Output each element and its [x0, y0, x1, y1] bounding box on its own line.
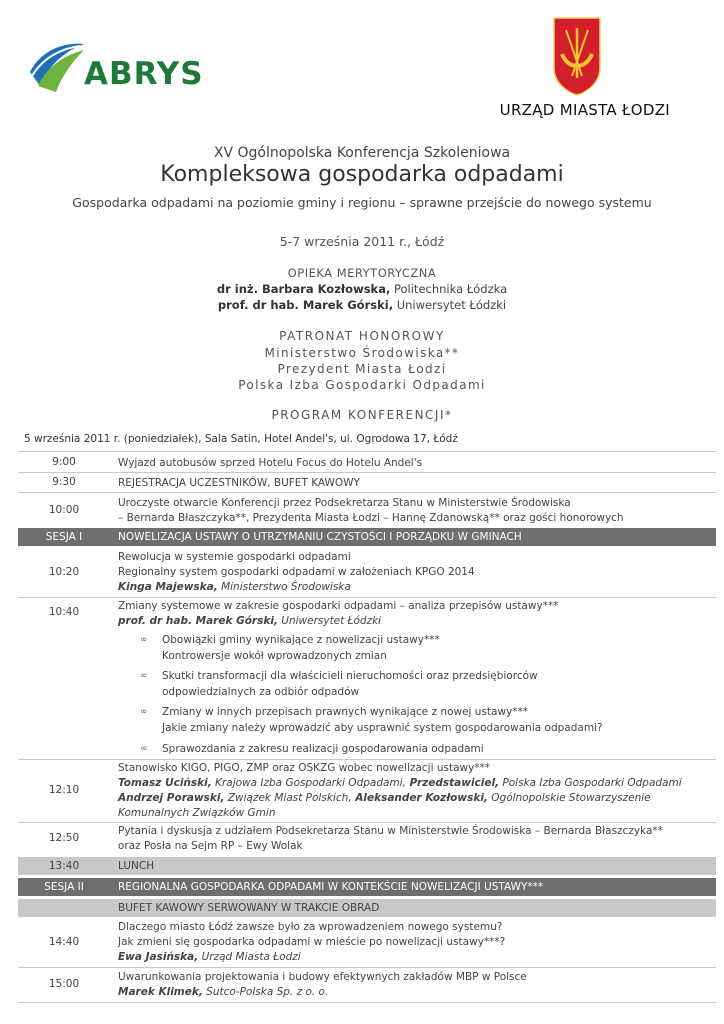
time: 15:00: [48, 978, 80, 990]
divider: [18, 822, 716, 823]
conference-title: Kompleksowa gospodarka odpadami: [160, 162, 564, 187]
infinity-bullet-icon: ∞: [140, 671, 148, 681]
session-bar: [18, 528, 716, 546]
item-text: Wyjazd autobusów sprzed Hotelu Focus do Hotelu Andel's: [118, 457, 423, 469]
conference-date: 5-7 września 2011 r., Łódź: [279, 234, 445, 249]
item-text: [118, 824, 708, 854]
bullet-line: odpowiedzialnych za odbiór odpadów: [162, 686, 360, 698]
bullet-line: Kontrowersje wokół wprowadzonych zmian: [162, 650, 387, 662]
abrys-wordmark: ABRYS: [84, 56, 204, 92]
bullet-line: Jakie zmiany należy wprowadzić aby usprawnić system gospodarowania odpadami?: [162, 722, 603, 734]
item-line: oraz Posła na Sejm RP – Ewy Wolak: [118, 840, 303, 852]
time: 9:30: [52, 476, 76, 488]
program-heading: PROGRAM KONFERENCJI*: [271, 408, 453, 422]
divider: [18, 759, 716, 760]
divider: [18, 967, 716, 968]
time: 10:00: [48, 504, 80, 516]
patronat-item: Ministerstwo Środowiska**: [264, 346, 460, 360]
lunch-bar: [18, 857, 716, 875]
speakers-line: Andrzej Porawski, Związek Miast Polskich, Aleksander Kozłowski, Ogólnopolskie Stowarzyszenie: [118, 792, 651, 804]
time: 12:50: [48, 832, 80, 844]
time: 9:00: [52, 456, 76, 468]
time: 10:20: [48, 566, 80, 578]
infinity-bullet-icon: ∞: [140, 635, 148, 645]
session-bar: [18, 878, 716, 896]
bullet-line: Obowiązki gminy wynikające z nowelizacji ustawy***: [162, 634, 440, 646]
session-label: SESJA I: [45, 531, 83, 543]
time: 13:40: [48, 860, 80, 872]
item-text: [118, 599, 708, 629]
item-line: Uroczyste otwarcie Konferencji przez Podsekretarza Stanu w Ministerstwie Środowiska: [118, 497, 571, 509]
item-line: – Bernarda Błaszczyka**, Prezydenta Miasta Łodzi – Hannę Zdanowską** oraz gości honorowych: [118, 512, 624, 524]
item-line: Dlaczego miasto Łódź zawsze było za wprowadzeniem nowego systemu?: [118, 921, 503, 933]
item-line: Rewolucja w systemie gospodarki odpadami: [118, 551, 351, 563]
item-text: [118, 496, 708, 526]
item-line: Pytania i dyskusja z udziałem Podsekretarza Stanu w Ministerstwie Środowiska – Bernarda Błaszczyka**: [118, 825, 663, 837]
abrys-logo: [24, 38, 224, 98]
patronat-heading: PATRONAT HONOROWY: [279, 329, 445, 343]
opieka-heading: OPIEKA MERYTORYCZNA: [287, 266, 437, 280]
divider: [18, 1002, 716, 1003]
patronat-item: Polska Izba Gospodarki Odpadami: [238, 378, 486, 392]
bullet-line: Zmiany w innych przepisach prawnych wynikające z nowej ustawy***: [162, 706, 529, 718]
item-text: [118, 761, 708, 821]
lunch-label: LUNCH: [118, 860, 155, 872]
day-info: 5 września 2011 r. (poniedziałek), Sala Satin, Hotel Andel's, ul. Ogrodowa 17, Łódź: [24, 433, 458, 445]
speakers-line: Tomasz Uciński, Krajowa Izba Gospodarki Odpadami, Przedstawiciel, Polska Izba Gospodarki Odpadami: [118, 777, 682, 789]
speaker: Kinga Majewska, Ministerstwo Środowiska: [118, 581, 351, 593]
item-line: Jak zmieni się gospodarka odpadami w mieście po nowelizacji ustawy***?: [118, 936, 506, 948]
speakers-line: Komunalnych Związków Gmin: [118, 807, 276, 819]
divider: [18, 597, 716, 598]
infinity-bullet-icon: ∞: [140, 707, 148, 717]
time: 14:40: [48, 936, 80, 948]
abrys-swoosh-icon: [28, 42, 84, 94]
time: 12:10: [48, 784, 80, 796]
lodz-coat-of-arms-icon: [552, 16, 602, 96]
city-hall-name: URZĄD MIASTA ŁODZI: [499, 101, 670, 119]
opieka-person-1: dr inż. Barbara Kozłowska, Politechnika Łódzka: [216, 282, 508, 296]
item-text: REJESTRACJA UCZESTNIKÓW, BUFET KAWOWY: [118, 477, 360, 489]
patronat-item: Prezydent Miasta Łodzi: [277, 362, 447, 376]
session-title: NOWELIZACJA USTAWY O UTRZYMANIU CZYSTOŚCI I PORZĄDKU W GMINACH: [118, 531, 522, 543]
divider: [18, 451, 716, 452]
opieka-person-2: prof. dr hab. Marek Górski, Uniwersytet Łódzki: [217, 298, 507, 312]
coffee-label: BUFET KAWOWY SERWOWANY W TRAKCIE OBRAD: [118, 902, 380, 914]
speaker: Marek Klimek, Sutco-Polska Sp. z o. o.: [118, 986, 329, 998]
speaker: prof. dr hab. Marek Górski, Uniwersytet Łódzki: [118, 615, 382, 627]
divider: [18, 492, 716, 493]
session-label: SESJA II: [44, 881, 84, 893]
bullet-line: Skutki transformacji dla właścicieli nieruchomości oraz przedsiębiorców: [162, 670, 538, 682]
conference-tagline: Gospodarka odpadami na poziomie gminy i regionu – sprawne przejście do nowego systemu: [72, 195, 652, 210]
conference-subtitle: XV Ogólnopolska Konferencja Szkoleniowa: [213, 145, 511, 161]
item-line: Uwarunkowania projektowania i budowy efektywnych zakładów MBP w Polsce: [118, 971, 527, 983]
infinity-bullet-icon: ∞: [140, 744, 148, 754]
bullet-line: Sprawozdania z zakresu realizacji gospodarowania odpadami: [162, 743, 484, 755]
item-text: [118, 970, 708, 1000]
item-line: Stanowisko KIGO, PIGO, ZMP oraz OSKZG wobec nowelizacji ustawy***: [118, 762, 491, 774]
item-text: [118, 550, 708, 595]
item-line: Regionalny system gospodarki odpadami w założeniach KPGO 2014: [118, 566, 475, 578]
divider: [18, 472, 716, 473]
item-text: [118, 920, 708, 965]
speaker: Ewa Jasińska, Urząd Miasta Łodzi: [118, 951, 301, 963]
coffee-bar: [18, 899, 716, 917]
item-line: Zmiany systemowe w zakresie gospodarki odpadami – analiza przepisów ustawy***: [118, 600, 559, 612]
time: 10:40: [48, 606, 80, 618]
session-title: REGIONALNA GOSPODARKA ODPADAMI W KONTEKŚCIE NOWELIZACJI USTAWY***: [118, 881, 544, 893]
